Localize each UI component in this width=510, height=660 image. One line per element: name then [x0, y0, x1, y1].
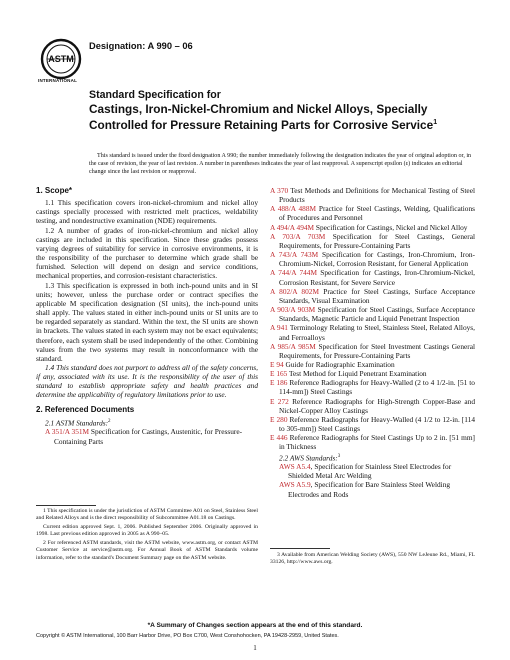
reference-item — [270, 462, 475, 480]
reference-a351: A 351/A 351M Specification for Castings, Austenitic, for Pressure-Containing Parts — [45, 427, 243, 446]
reference-title: Specification for Steel Castings, General Requirements, for Pressure-Containing Parts — [279, 231, 475, 250]
reference-title: , Specification for Bare Stainless Steel Welding Electrodes and Rods — [288, 480, 451, 499]
footnotes-left — [36, 508, 258, 564]
reference-title: Reference Radiographs for Heavy-Walled (2 to 4 1/2-in. [51 to 114-mm]) Steel Castings — [279, 378, 475, 397]
reference-link[interactable]: A 802/A 802M — [270, 286, 319, 296]
reference-item — [270, 305, 475, 323]
reference-item — [270, 250, 475, 268]
designation: Designation: A 990 – 06 — [89, 41, 193, 51]
reference-title: Test Method for Liquid Penetrant Examination — [287, 369, 427, 379]
referenced-documents-heading: 2. Referenced Documents — [36, 404, 135, 414]
left-column — [36, 186, 258, 446]
reference-title: , Specification for Stainless Steel Electrodes for Shielded Metal Arc Welding — [288, 462, 452, 481]
reference-link[interactable]: A 744/A 744M — [270, 268, 317, 278]
page-number: 1 — [253, 644, 257, 652]
reference-title: Guide for Radiographic Examination — [283, 359, 395, 369]
footnote-2: 2 For referenced ASTM standards, visit the ASTM website, www.astm.org, or contact ASTM Customer Service at service@astm.org. For Annual Book of ASTM Standards volume information, refer to the standard's Document Summary page on the ASTM website. — [36, 540, 258, 561]
scope-heading: 1. Scope* — [36, 186, 73, 195]
reference-item — [270, 323, 475, 341]
reference-link[interactable]: E 280 — [270, 414, 288, 424]
right-column — [270, 186, 475, 499]
reference-link[interactable]: E 94 — [270, 359, 284, 369]
reference-title: Specification for Castings, Iron-Chromium, Iron-Chromium-Nickel, Corrosion Resistant, for General Application — [279, 250, 475, 269]
reference-link[interactable]: A 488/A 488M — [270, 204, 317, 214]
title-line-2 — [89, 102, 469, 132]
reference-item — [270, 415, 475, 433]
logo-text: ASTM — [48, 54, 74, 64]
reference-item — [270, 342, 475, 360]
astm-standards-label: 2.1 ASTM Standards:$^2$ — [45, 418, 111, 428]
reference-title: Practice for Steel Castings, Welding, Qualifications of Procedures and Personnel — [279, 204, 475, 223]
para-1-2: 1.2 A number of grades of iron-nickel-chromium and nickel alloy castings are included in this specification. Since these grades possess varying degrees of suitability for service in corrosive environments, it is the responsibility of the purchaser to determine which grade shall be furnished. Selection will depend on design and service conditions, mechanical properties, and corrosion-resistant characteristics. — [36, 225, 258, 281]
reference-title: Specification for Steel Investment Castings General Requirements, for Pressure-Containing Parts — [279, 341, 475, 360]
footnote-1: 1 This specification is under the jurisdiction of ASTM Committee A01 on Steel, Stainless Steel and Related Alloys and is the direct responsibility of Subcommittee A01.18 on Castings. — [36, 508, 258, 522]
reference-title: Specification for Castings, Iron-Chromium-Nickel, Corrosion Resistant, for Severe Service — [279, 268, 475, 287]
reference-link[interactable]: AWS A5.4 — [279, 462, 311, 472]
reference-item — [270, 433, 475, 451]
reference-item — [270, 397, 475, 415]
reference-link[interactable]: A 703/A 703M — [270, 231, 326, 241]
reference-title: Reference Radiographs for Heavy-Walled (4 1/2 to 12-in. [114 to 305-mm]) Steel Castings — [279, 414, 475, 434]
reference-item — [270, 360, 475, 369]
reference-title: Specification for Castings, Nickel and Nickel Alloy — [314, 222, 468, 232]
para-1-4: 1.4 This standard does not purport to address all of the safety concerns, if any, associated with its use. It is the responsibility of the user of this standard to establish appropriate safety and health practices and determine the applicability of regulatory limitations prior to use. — [36, 362, 258, 400]
aws-standards-label: 2.2 AWS Standards:$^3$ — [279, 452, 341, 462]
reference-item — [270, 204, 475, 222]
reference-link[interactable]: A 370 — [270, 186, 289, 195]
title-footnote-mark: 1 — [433, 119, 438, 126]
reference-link[interactable]: E 446 — [270, 433, 288, 443]
reference-item — [270, 378, 475, 396]
reference-item — [270, 480, 475, 498]
footnote-1-continued: Current edition approved Sept. 1, 2006. Published September 2006. Originally approved in 1998. Last previous edition approved in 2005 as A 990–05. — [36, 524, 258, 538]
reference-item — [270, 232, 475, 250]
footnotes-right — [270, 552, 475, 568]
reference-link[interactable]: AWS A5.9 — [279, 480, 311, 490]
footnote-rule — [36, 505, 96, 506]
reference-item — [270, 369, 475, 378]
reference-title: Specification for Steel Castings, Surface Acceptance Standards, Magnetic Particle and Liquid Penetrant Inspection — [279, 305, 475, 324]
reference-title: Terminology Relating to Steel, Stainless Steel, Related Alloys, and Ferroalloys — [279, 323, 475, 342]
reference-title: Test Methods and Definitions for Mechanical Testing of Steel Products — [279, 186, 475, 205]
reference-title: Practice for Steel Castings, Surface Acceptance Standards, Visual Examination — [279, 286, 476, 305]
logo-subtext: INTERNATIONAL — [38, 78, 78, 83]
reference-item — [270, 186, 475, 204]
reference-item — [270, 268, 475, 286]
title-main: Castings, Iron-Nickel-Chromium and Nickel Alloys, Specially Controlled for Pressure Retaining Parts for Corrosive Service — [89, 102, 434, 132]
copyright-line: Copyright © ASTM International, 100 Barr Harbor Drive, PO Box C700, West Conshohocken, PA 19428-2959, United States. — [36, 633, 339, 639]
astm-logo — [40, 38, 82, 80]
reference-link[interactable]: A 494/A 494M — [270, 222, 315, 232]
reference-link[interactable]: A 903/A 903M — [270, 305, 316, 315]
reference-link[interactable]: A 743/A 743M — [270, 250, 319, 260]
reference-link-a351[interactable]: A 351/A 351M — [45, 427, 90, 437]
title-line-1: Standard Specification for — [89, 89, 221, 101]
reference-link[interactable]: E 165 — [270, 369, 288, 379]
para-1-3: 1.3 This specification is expressed in both inch-pound units and in SI units; however, unless the purchase order or contract specifies the applicable M specification designation (SI units), the inch-pound units shall apply. The values stated in either inch-pound units or SI units are to be regarded separately as standard. Within the text, the SI units are shown in brackets. The values stated in each system may not be exact equivalents; therefore, each system shall be used independently of the other. Combining values from the two systems may result in nonconformance with the standard. — [36, 280, 258, 363]
reference-link[interactable]: A 941 — [270, 323, 288, 333]
para-1-1: 1.1 This specification covers iron-nickel-chromium and nickel alloy castings specially processed with restricted melt practices, weldability testing, and nondestructive examination (NDE) requirements. — [36, 198, 258, 226]
summary-of-changes-note: *A Summary of Changes section appears at the end of this standard. — [147, 622, 363, 629]
footnote-3: 3 Available from American Welding Society (AWS), 550 NW LeJeune Rd., Miami, FL 33126, http://www.aws.org. — [270, 552, 475, 566]
reference-list — [270, 186, 475, 452]
document-title — [89, 88, 469, 132]
reference-item — [270, 287, 475, 305]
reference-link[interactable]: E 186 — [270, 378, 288, 388]
issuance-notice: This standard is issued under the fixed designation A 990; the number immediately following the designation indicates the year of original adoption or, in the case of revision, the year of last revision. A number in parentheses indicates the year of last reapproval. A superscript epsilon (ε) indicates an editorial change since the last revision or reapproval. — [89, 153, 472, 175]
reference-title: Reference Radiographs for Steel Castings Up to 2 in. [51 mm] in Thickness — [279, 433, 475, 452]
reference-title: Reference Radiographs for High-Strength Copper-Base and Nickel-Copper Alloy Castings — [279, 396, 475, 415]
reference-item — [270, 223, 475, 232]
footnote-rule — [270, 548, 330, 549]
reference-link[interactable]: A 985/A 985M — [270, 341, 316, 351]
reference-link[interactable]: E 272 — [270, 396, 289, 406]
aws-reference-list — [270, 462, 475, 499]
